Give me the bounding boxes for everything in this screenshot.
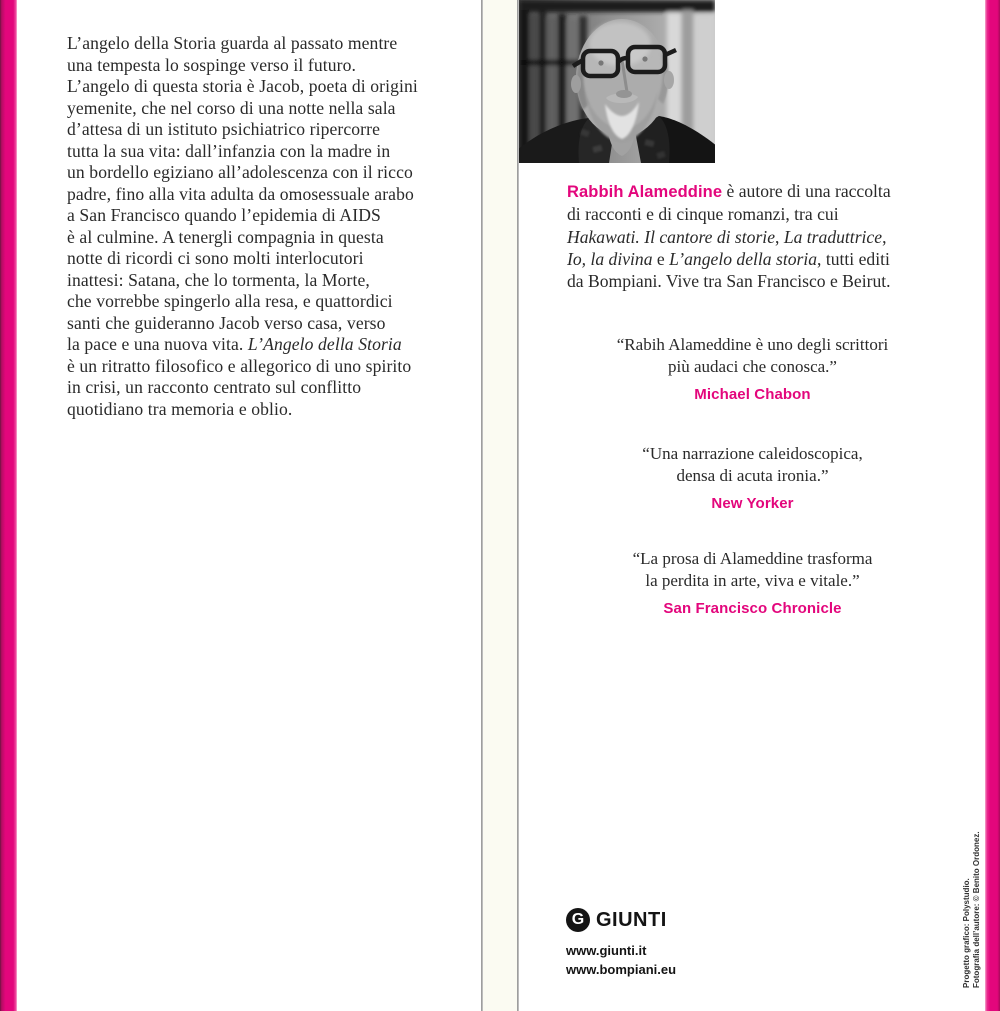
- credit-design: Progetto grafico: Polystudio.: [962, 878, 971, 988]
- text-line: inattesi: Satana, che lo tormenta, la Morte,: [67, 269, 370, 290]
- text-line: santi che guideranno Jacob verso casa, verso: [67, 312, 386, 333]
- spine-fold-area: [483, 0, 517, 1011]
- giunti-logo-icon: G: [566, 908, 590, 932]
- text-line: una tempesta lo sospinge verso il futuro.: [67, 54, 356, 75]
- text-line: a San Francisco quando l’epidemia di AIDS: [67, 205, 381, 225]
- author-bio-text: [567, 180, 891, 292]
- text-line: tutta la sua vita: dall’infanzia con la madre in: [67, 140, 391, 161]
- quote-line: la perdita in arte, viva e vitale.”: [645, 570, 860, 590]
- text-line: in crisi, un racconto centrato sul conflitto: [67, 377, 362, 397]
- text-line: L’angelo della Storia guarda al passato mentre: [67, 33, 398, 53]
- review-quote-1: [520, 334, 985, 405]
- text-line: d’attesa di un istituto psichiatrico ripercorre: [67, 119, 380, 139]
- text-line: quotidiano tra memoria e oblio.: [67, 398, 293, 419]
- synopsis-text: [67, 33, 418, 420]
- text-line: notte di ricordi ci sono molti interlocutori: [67, 248, 364, 268]
- website-giunti: www.giunti.it: [566, 943, 647, 958]
- credits-rotated: [962, 818, 981, 988]
- quote-source: San Francisco Chronicle: [663, 599, 842, 617]
- text-line: Io, la divina e L’angelo della storia, tutti editi: [567, 248, 890, 269]
- quote-source: New Yorker: [711, 494, 794, 512]
- text-line: Rabbih Alameddine è autore di una raccolta: [567, 181, 891, 201]
- text-line: un bordello egiziano all’adolescenza con il ricco: [67, 162, 413, 182]
- text-line: Hakawati. Il cantore di storie, La traduttrice,: [567, 226, 887, 247]
- text-line: è un ritratto filosofico e allegorico di uno spirito: [67, 355, 412, 376]
- text-line: da Bompiani. Vive tra San Francisco e Beirut.: [567, 271, 891, 292]
- text-line: è al culmine. A tenergli compagnia in questa: [67, 226, 384, 247]
- giunti-logo-text: GIUNTI: [596, 908, 667, 931]
- review-quote-2: [520, 443, 985, 514]
- jacket-edge-strip-left: [0, 0, 17, 1011]
- author-photo: [519, 0, 715, 163]
- quote-line: “Una narrazione caleidoscopica,: [642, 444, 863, 463]
- text-line: L’angelo di questa storia è Jacob, poeta di origini: [67, 76, 418, 96]
- credit-photo: Fotografia dell’autore: © Benito Ordonez.: [971, 831, 981, 988]
- author-photo-graphic: [519, 0, 715, 163]
- text-line: di racconti e di cinque romanzi, tra cui: [567, 204, 839, 225]
- publisher-block: [566, 908, 676, 979]
- website-bompiani: www.bompiani.eu: [566, 962, 677, 977]
- quote-line: densa di acuta ironia.”: [676, 465, 829, 485]
- text-line: padre, fino alla vita adulta da omosessuale arabo: [67, 183, 414, 204]
- quote-line: “Rabih Alameddine è uno degli scrittori: [616, 335, 889, 354]
- quote-line: “La prosa di Alameddine trasforma: [632, 549, 873, 568]
- quote-line: più audaci che conosca.”: [668, 356, 837, 376]
- fold-line-left: [481, 0, 483, 1011]
- jacket-edge-strip-right: [985, 0, 1000, 1011]
- text-line: la pace e una nuova vita. L’Angelo della Storia: [67, 334, 402, 354]
- quote-source: Michael Chabon: [694, 385, 811, 403]
- text-line: che vorrebbe spingerlo alla resa, e quattordici: [67, 291, 393, 311]
- giunti-logo: [566, 908, 676, 932]
- review-quote-3: [520, 548, 985, 619]
- text-line: yemenite, che nel corso di una notte nella sala: [67, 97, 396, 118]
